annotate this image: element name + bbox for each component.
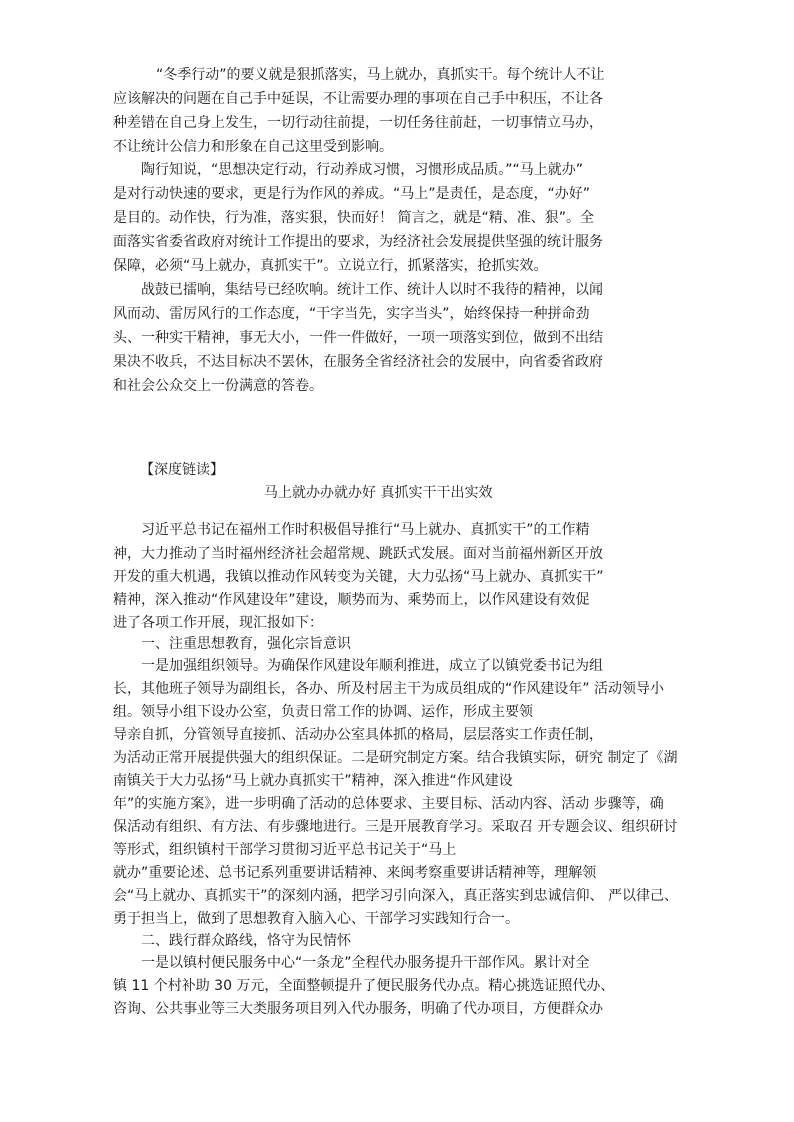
paragraph-line: 咨询、公共事业等三大类服务项目列入代办服务，明确了代办项目，方便群众办 — [113, 1001, 603, 1017]
paragraph-line: “冬季行动”的要义就是狠抓落实，马上就办，真抓实干。每个统计人不让 — [156, 67, 605, 83]
heading-1: 一、注重思想教育，强化宗旨意识 — [141, 636, 351, 652]
paragraph-line: 面落实省委省政府对统计工作提出的要求，为经济社会发展提供坚强的统计服务 — [113, 234, 603, 250]
paragraph-line: 陶行知说，“思想决定行动，行动养成习惯，习惯形成品质。”“马上就办” — [141, 162, 584, 178]
paragraph-line: 开发的重大机遇，我镇以推动作风转变为关键，大力弘扬“马上就办、真抓实干” — [113, 569, 604, 585]
heading-2: 二、践行群众路线，恪守为民情怀 — [141, 933, 351, 949]
paragraph-line: 保活动有组织、有方法、有步骤地进行。三是开展教育学习。采取召 开专题会议、组织研讨 — [113, 819, 678, 835]
paragraph-line: 不让统计公信力和形象在自己这里受到影响。 — [113, 139, 393, 155]
paragraph-line: 导亲自抓，分管领导直接抓、活动办公室具体抓的格局，层层落实工作责任制， — [113, 727, 603, 743]
paragraph-line: 会“马上就办、真抓实干”的深刻内涵，把学习引向深入，真正落实到忠诚信仰、 严以律己、 — [113, 888, 678, 904]
paragraph-line: 镇 11 个村补助 30 万元，全面整顿提升了便民服务代办点。精心挑选证照代办、 — [113, 978, 615, 994]
paragraph-line: 习近平总书记在福州工作时积极倡导推行“马上就办、真抓实干”的工作精 — [141, 522, 590, 538]
paragraph-line: 一是以镇村便民服务中心“一条龙”全程代办服务提升干部作风。累计对全 — [141, 955, 590, 971]
section-label: 【深度链读】 — [140, 462, 224, 478]
paragraph-line: 为活动正常开展提供强大的组织保证。二是研究制定方案。结合我镇实际，研究 制定了《湖 — [113, 750, 678, 766]
paragraph-line: 是对行动快速的要求，更是行为作风的养成。“马上”是责任，是态度，“办好” — [113, 186, 591, 202]
section-title: 马上就办办就办好 真抓实干干出实效 — [264, 485, 493, 501]
paragraph-line: 进了各项工作开展，现汇报如下： — [113, 615, 323, 631]
paragraph-line: 长，其他班子领导为副组长，各办、所及村居主干为成员组成的“作风建设年” 活动领导小 — [113, 681, 664, 697]
paragraph-line: 勇于担当上，做到了思想教育入脑入心、干部学习实践知行合一。 — [113, 911, 519, 927]
paragraph-line: 组。领导小组下设办公室，负责日常工作的协调、运作，形成主要领 — [113, 704, 533, 720]
paragraph-line: 精神，深入推动“作风建设年”建设，顺势而为、乘势而上，以作风建设有效促 — [113, 592, 590, 608]
paragraph-line: 风而动、雷厉风行的工作态度，“干字当先，实字当头”，始终保持一种拼命劲 — [113, 306, 590, 322]
paragraph-line: 神，大力推动了当时福州经济社会超常规、跳跃式发展。面对当前福州新区开放 — [113, 546, 603, 562]
paragraph-line: 一是加强组织领导。为确保作风建设年顺利推进，成立了以镇党委书记为组 — [141, 658, 603, 674]
paragraph-line: 果决不收兵，不达目标决不罢休，在服务全省经济社会的发展中，向省委省政府 — [113, 354, 603, 370]
paragraph-line: 战鼓已擂响，集结号已经吹响。统计工作、统计人以时不我待的精神，以闻 — [141, 282, 603, 298]
paragraph-line: 和社会公众交上一份满意的答卷。 — [113, 378, 323, 394]
paragraph-line: 是目的。动作快，行为准，落实狠，快而好！ 简言之，就是“精、准、狠”。全 — [113, 210, 594, 226]
paragraph-line: 头、一种实干精神，事无大小，一件一件做好，一项一项落实到位，做到不出结 — [113, 330, 603, 346]
paragraph-line: 保障，必须“马上就办，真抓实干”。立说立行，抓紧落实，抢抓实效。 — [113, 258, 548, 274]
paragraph-line: 等形式，组织镇村干部学习贯彻习近平总书记关于“马上 — [113, 842, 457, 858]
paragraph-line: 就办”重要论述、总书记系列重要讲话精神、来闽考察重要讲话精神等，理解领 — [113, 865, 597, 881]
paragraph-line: 南镇关于大力弘扬“马上就办真抓实干”精神，深入推进“作风建设 — [113, 773, 513, 789]
paragraph-line: 种差错在自己身上发生，一切行动往前提，一切任务往前赶，一切事情立马办， — [113, 115, 603, 131]
paragraph-line: 年”的实施方案》，进一步明确了活动的总体要求、主要目标、活动内容、活动 步骤等，确 — [113, 796, 664, 812]
paragraph-line: 应该解决的问题在自己手中延误，不让需要办理的事项在自己手中积压，不让各 — [113, 91, 603, 107]
